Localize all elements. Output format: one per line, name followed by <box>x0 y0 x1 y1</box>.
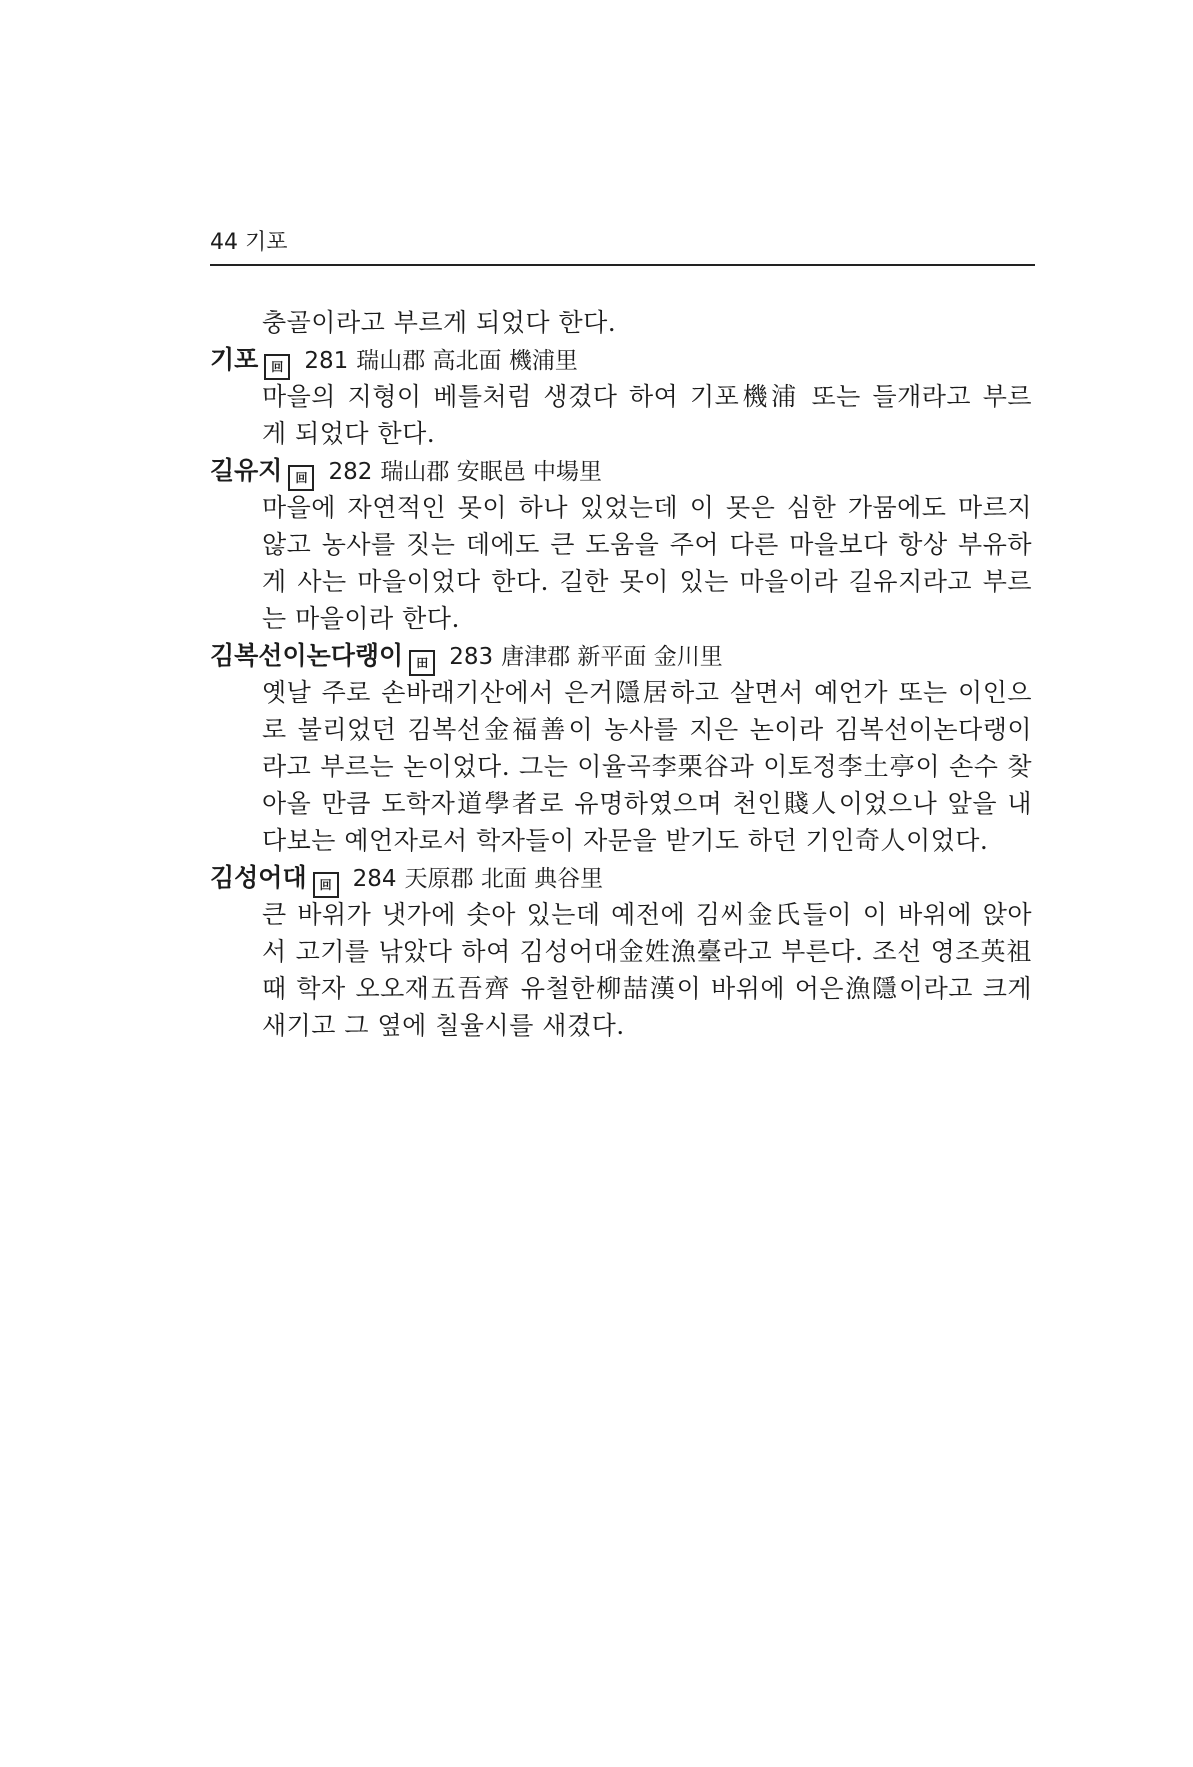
entry-title: 길유지 <box>210 456 283 485</box>
entry-title: 기포 <box>210 345 259 374</box>
entry-number: 284 <box>352 866 397 892</box>
entry-location: 瑞山郡 高北面 機浦里 <box>356 348 578 374</box>
region-mark-icon: 回 <box>313 872 339 898</box>
entry-text-line: 게 사는 마을이었다 한다. 길한 못이 있는 마을이라 길유지라고 부르 <box>262 567 1032 596</box>
entry-heading <box>210 342 1032 379</box>
entry-title: 김복선이논다랭이 <box>210 641 404 670</box>
entry-location: 天原郡 北面 典谷里 <box>404 866 604 892</box>
entry-text-line: 아올 만큼 도학자道學者로 유명하였으며 천인賤人이었으나 앞을 내 <box>262 789 1032 818</box>
entry-number: 283 <box>449 644 494 670</box>
entry-title: 김성어대 <box>210 863 307 892</box>
entry-text-line: 게 되었다 한다. <box>262 419 436 448</box>
entry-text-line: 옛날 주로 손바래기산에서 은거隱居하고 살면서 예언가 또는 이인으 <box>262 678 1032 707</box>
entry-number: 281 <box>304 348 349 374</box>
entry-text-line: 라고 부르는 논이었다. 그는 이율곡李栗谷과 이토정李土亭이 손수 찾 <box>262 752 1032 781</box>
entry-text-line: 않고 농사를 짓는 데에도 큰 도움을 주어 다른 마을보다 항상 부유하 <box>262 530 1032 559</box>
page-content <box>210 305 1032 1045</box>
entry-text-line: 는 마을이라 한다. <box>262 604 460 633</box>
entry-text-line: 큰 바위가 냇가에 솟아 있는데 예전에 김씨金氏들이 이 바위에 앉아 <box>262 900 1032 929</box>
entry-text-line: 새기고 그 옆에 칠율시를 새겼다. <box>262 1011 625 1040</box>
entry-text-line: 때 학자 오오재五吾齊 유철한柳喆漢이 바위에 어은漁隱이라고 크게 <box>262 974 1032 1003</box>
region-mark-icon: 回 <box>264 354 290 380</box>
region-mark-icon: 田 <box>409 650 435 676</box>
entry-text-line: 서 고기를 낚았다 하여 김성어대金姓漁臺라고 부른다. 조선 영조英祖 <box>262 937 1032 966</box>
entry-text-line: 로 불리었던 김복선金福善이 농사를 지은 논이라 김복선이논다랭이 <box>262 715 1032 744</box>
region-mark-icon: 回 <box>288 465 314 491</box>
continued-text-line: 충골이라고 부르게 되었다 한다. <box>262 308 617 337</box>
entry-location: 唐津郡 新平面 金川里 <box>501 644 723 670</box>
entry-number: 282 <box>328 459 373 485</box>
page-number: 44 <box>210 230 238 255</box>
entry-heading <box>210 860 1032 897</box>
entry-text-line: 다보는 예언자로서 학자들이 자문을 받기도 하던 기인奇人이었다. <box>262 826 989 855</box>
page-header <box>210 228 1032 258</box>
header-rule <box>210 264 1035 266</box>
entry-location: 瑞山郡 安眠邑 中場里 <box>380 459 602 485</box>
running-section-title: 기포 <box>245 230 288 255</box>
entry-text-line: 마을의 지형이 베틀처럼 생겼다 하여 기포機浦 또는 들개라고 부르 <box>262 382 1032 411</box>
entry-text-line: 마을에 자연적인 못이 하나 있었는데 이 못은 심한 가뭄에도 마르지 <box>262 493 1032 522</box>
entry-heading <box>210 453 1032 490</box>
entry-heading <box>210 638 1032 675</box>
